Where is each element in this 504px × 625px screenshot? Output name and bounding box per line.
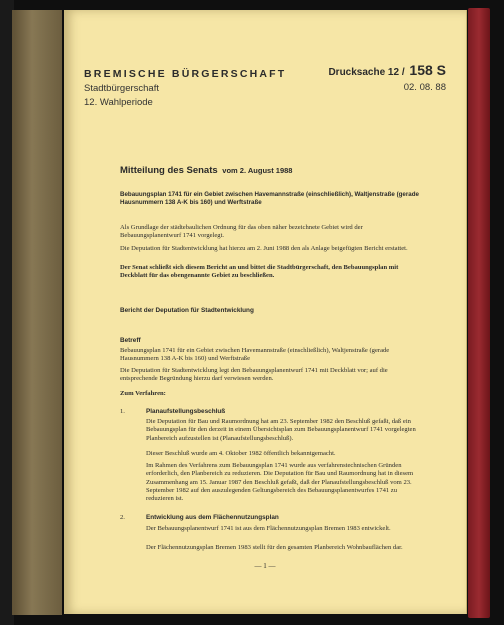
subject-line: Bebauungsplan 1741 für ein Gebiet zwischen Havemannstraße (einschließlich), Waltjenstraße (gerade Hausnummern 138 A-K bis 160) und Werftstraße [120,191,419,207]
intro-paragraph-2: Die Deputation für Stadtentwicklung hat hierzu am 2. Juni 1988 den als Anlage beigefügten Bericht erstattet. [120,245,408,252]
drucksache-line [328,62,446,78]
item-number: 1. [120,408,125,415]
drucksache-number: 158 S [409,62,446,78]
document-reference [328,62,446,93]
binder-spine [12,10,62,615]
item-heading: Planaufstellungsbeschluß [146,408,226,415]
title-date: vom 2. August 1988 [222,166,293,175]
betreff-text: Bebauungsplan 1741 für ein Gebiet zwischen Havemannstraße (einschließlich), Waltjenstraße (gerade Hausnummern 138 A-K bis 160) und Werftstraße [120,347,390,363]
intro-paragraph-1: Als Grundlage der städtebaulichen Ordnung für das oben näher bezeichnete Gebiet wird der Bebauungsplanentwurf 1741 vorgelegt. [120,224,363,240]
report-paragraph: Die Deputation für Stadtentwicklung legt den Bebauungsplanentwurf 1741 mit Deckblatt vor; auf die entsprechende Begründung hierzu darf verwiesen werden. [120,367,388,383]
item-heading: Entwicklung aus dem Flächennutzungsplan [146,514,279,521]
legislative-period: 12. Wahlperiode [84,97,153,108]
letterhead [84,68,286,108]
page-number: — 1 — [254,562,276,570]
item-paragraph: Der Flächennutzungsplan Bremen 1983 stellt für den gesamten Planbereich Wohnbauflächen dar. [146,544,403,551]
item-paragraph: Der Bebauungsplanentwurf 1741 ist aus dem Flächennutzungsplan Bremen 1983 entwickelt. [146,525,391,532]
item-paragraph: Dieser Beschluß wurde am 4. Oktober 1982 öffentlich bekanntgemacht. [146,450,336,457]
document-date: 02. 08. 88 [403,82,446,93]
document-page [64,10,466,614]
page-title [120,165,292,176]
report-heading: Bericht der Deputation für Stadtentwicklung [120,307,254,314]
item-number: 2. [120,514,125,521]
betreff-label: Betreff [120,337,141,344]
intro-paragraph-3: Der Senat schließt sich diesem Bericht an und bittet die Stadtbürgerschaft, den Bebauungsplan mit Deckblatt für das obengenannte Gebiet zu beschließen. [120,264,399,280]
organization-name: BREMISCHE BÜRGERSCHAFT [84,68,287,80]
binder-cover-edge [468,8,490,618]
item-paragraph: Die Deputation für Bau und Raumordnung hat am 23. September 1982 den Beschluß gefaßt, daß ein Bebauungsplan für den derzeit in einem Übersichtsplan zum Bebauungsplanentwurf 1741 vorgelegten Planbereich aufzustellen ist (Planaufstellungsbeschluß). [146,418,416,442]
title-main: Mitteilung des Senats [120,165,218,176]
drucksache-label: Drucksache 12 / [328,67,405,78]
chamber-name: Stadtbürgerschaft [84,83,159,94]
procedure-label: Zum Verfahren: [120,390,166,397]
item-paragraph: Im Rahmen des Verfahrens zum Bebauungsplan 1741 wurde aus verfahrenstechnischen Gründen erforderlich, den Planbereich zu reduzieren. Die Deputation für Bau und Raumordnung hat in diesem Zusammenhang am 15. Januar 1987 den Beschluß gefaßt, daß der Planaufstellungsbeschluß vom 23. September 1982 auf den auszulegenden Geltungsbereich des Bebauungsplanentwurfes 1741 zu reduzieren ist. [146,462,414,503]
